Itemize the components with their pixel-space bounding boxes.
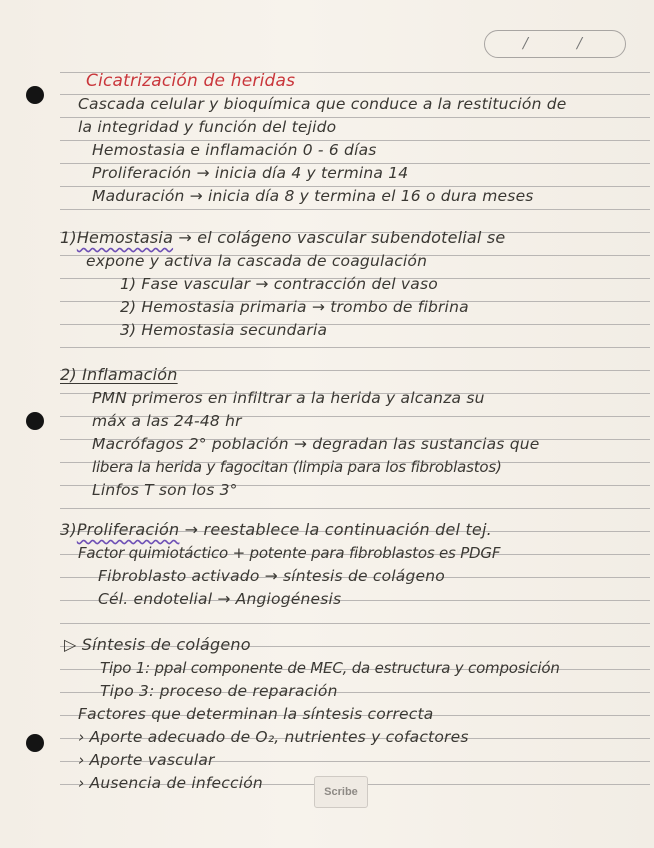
inflamacion-line: Linfos T son los 3°	[92, 481, 238, 499]
ruled-line	[60, 508, 650, 509]
intro-line: Proliferación → inicia día 4 y termina 14	[92, 164, 409, 182]
binder-hole	[26, 86, 44, 104]
section-heading-inflamacion: 2) Inflamación	[60, 365, 178, 384]
colageno-line: Tipo 1: ppal componente de MEC, da estructura y composición	[100, 659, 560, 677]
binder-hole	[26, 734, 44, 752]
colageno-line: › Aporte vascular	[78, 751, 215, 769]
proliferacion-line: Factor quimiotáctico + potente para fibroblastos es PDGF	[78, 544, 501, 562]
scribe-watermark: Scribe	[314, 776, 368, 808]
colageno-line: › Ausencia de infección	[78, 774, 263, 792]
page-title: Cicatrización de heridas	[86, 71, 296, 91]
ruled-line	[60, 623, 650, 624]
hemostasia-item: 2) Hemostasia primaria → trombo de fibrina	[120, 298, 469, 316]
hemostasia-item: 3) Hemostasia secundaria	[120, 321, 328, 339]
proliferacion-line: Cél. endotelial → Angiogénesis	[98, 590, 342, 608]
intro-line: Cascada celular y bioquímica que conduce a la restitución de	[78, 95, 567, 113]
intro-line: Maduración → inicia día 8 y termina el 16 o dura meses	[92, 187, 534, 205]
inflamacion-line: libera la herida y fagocitan (limpia para los fibroblastos)	[92, 458, 502, 476]
colageno-line: › Aporte adecuado de O₂, nutrientes y cofactores	[78, 728, 469, 746]
ruled-line	[60, 209, 650, 210]
section-number: 1)	[60, 228, 77, 247]
intro-line: la integridad y función del tejido	[78, 118, 337, 136]
date-separator: /	[577, 34, 583, 52]
colageno-line: Factores que determinan la síntesis correcta	[78, 705, 434, 723]
hemostasia-line: expone y activa la cascada de coagulación	[86, 252, 428, 270]
binder-hole	[26, 412, 44, 430]
ruled-line	[60, 347, 650, 348]
heading-term: Hemostasia	[76, 228, 174, 247]
date-separator: /	[523, 34, 529, 52]
section-heading-hemostasia	[60, 229, 505, 247]
section-number: 3)	[60, 520, 77, 539]
intro-line: Hemostasia e inflamación 0 - 6 días	[92, 141, 377, 159]
hemostasia-item: 1) Fase vascular → contracción del vaso	[120, 275, 438, 293]
heading-rest: → el colágeno vascular subendotelial se	[173, 228, 506, 247]
section-heading-colageno: ▷ Síntesis de colágeno	[64, 635, 251, 654]
heading-term: Proliferación	[76, 520, 180, 539]
inflamacion-line: PMN primeros en infiltrar a la herida y alcanza su	[92, 389, 485, 407]
section-heading-proliferacion	[60, 521, 492, 539]
date-box	[484, 30, 626, 58]
proliferacion-line: Fibroblasto activado → síntesis de colágeno	[98, 567, 445, 585]
inflamacion-line: Macrófagos 2° población → degradan las sustancias que	[92, 435, 540, 453]
colageno-line: Tipo 3: proceso de reparación	[100, 682, 338, 700]
inflamacion-line: máx a las 24-48 hr	[92, 412, 242, 430]
heading-rest: → reestablece la continuación del tej.	[179, 520, 492, 539]
